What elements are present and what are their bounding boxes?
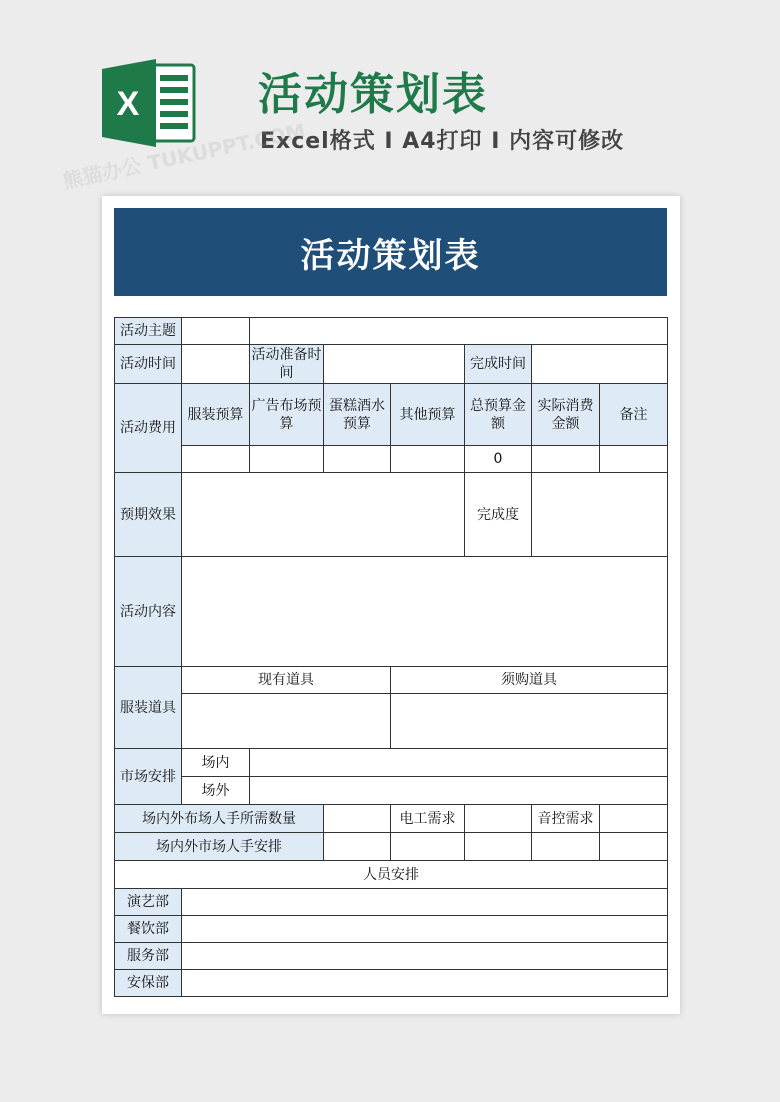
content-label: 活动内容	[115, 557, 182, 667]
table-row	[115, 749, 668, 777]
table-row	[115, 345, 668, 384]
table-row	[115, 384, 668, 446]
cost-header-other: 其他预算	[391, 384, 465, 446]
cost-header-remarks: 备注	[600, 384, 668, 446]
complete-time-label: 完成时间	[465, 345, 532, 384]
prep-time-value-cell[interactable]	[324, 345, 465, 384]
table-row	[115, 805, 668, 833]
cost-header-advertising: 广告布场预算	[250, 384, 324, 446]
cost-label: 活动费用	[115, 384, 182, 473]
venue-inside-label: 场内	[182, 749, 250, 777]
completion-label: 完成度	[465, 473, 532, 557]
venue-outside-label: 场外	[182, 777, 250, 805]
table-row	[115, 943, 668, 970]
remarks-value[interactable]	[600, 446, 668, 473]
complete-time-value-cell[interactable]	[532, 345, 668, 384]
theme-value-cell[interactable]	[250, 318, 668, 345]
cost-header-clothing: 服装预算	[182, 384, 250, 446]
theme-value-cell[interactable]	[182, 318, 250, 345]
form-title-banner: 活动策划表	[114, 208, 667, 296]
table-row	[115, 446, 668, 473]
staff-arrange-value[interactable]	[532, 833, 600, 861]
cost-header-actual: 实际消费金额	[532, 384, 600, 446]
staff-count-value[interactable]	[324, 805, 391, 833]
time-label: 活动时间	[115, 345, 182, 384]
personnel-header: 人员安排	[115, 861, 668, 889]
cost-header-cake-drinks: 蛋糕酒水预算	[324, 384, 391, 446]
document-page	[102, 196, 680, 1014]
plan-table	[114, 317, 668, 997]
needed-props-value[interactable]	[391, 694, 668, 749]
staff-arrange-value[interactable]	[600, 833, 668, 861]
department-label: 服务部	[115, 943, 182, 970]
actual-cost-value[interactable]	[532, 446, 600, 473]
cost-other-value[interactable]	[391, 446, 465, 473]
completion-value-cell[interactable]	[532, 473, 668, 557]
promo-header	[0, 0, 780, 190]
cost-clothing-value[interactable]	[182, 446, 250, 473]
total-budget-value[interactable]: 0	[465, 446, 532, 473]
content-value-cell[interactable]	[182, 557, 668, 667]
venue-inside-value[interactable]	[250, 749, 668, 777]
existing-props-header: 现有道具	[182, 667, 391, 694]
venue-label: 市场安排	[115, 749, 182, 805]
prep-time-label: 活动准备时间	[250, 345, 324, 384]
excel-icon-letter: X	[116, 85, 140, 123]
time-value-cell[interactable]	[182, 345, 250, 384]
venue-outside-value[interactable]	[250, 777, 668, 805]
staff-arrange-label: 场内外市场人手安排	[115, 833, 324, 861]
department-label: 演艺部	[115, 889, 182, 916]
department-value[interactable]	[182, 943, 668, 970]
expected-value-cell[interactable]	[182, 473, 465, 557]
table-row	[115, 833, 668, 861]
electric-label: 电工需求	[391, 805, 465, 833]
table-row	[115, 916, 668, 943]
staff-arrange-value[interactable]	[324, 833, 391, 861]
department-value[interactable]	[182, 970, 668, 997]
department-label: 安保部	[115, 970, 182, 997]
table-row	[115, 694, 668, 749]
cost-cake-drinks-value[interactable]	[324, 446, 391, 473]
excel-icon	[100, 55, 198, 151]
department-value[interactable]	[182, 916, 668, 943]
audio-label: 音控需求	[532, 805, 600, 833]
props-label: 服装道具	[115, 667, 182, 749]
expected-label: 预期效果	[115, 473, 182, 557]
table-row	[115, 473, 668, 557]
table-row	[115, 970, 668, 997]
theme-label: 活动主题	[115, 318, 182, 345]
table-row	[115, 557, 668, 667]
staff-arrange-value[interactable]	[465, 833, 532, 861]
header-subtitle: Excel格式 I A4打印 I 内容可修改	[260, 129, 625, 154]
header-title: 活动策划表	[258, 69, 488, 120]
staff-count-label: 场内外布场人手所需数量	[115, 805, 324, 833]
department-value[interactable]	[182, 889, 668, 916]
cost-header-total: 总预算金额	[465, 384, 532, 446]
watermark: 熊猫办公 TUKUPPT.COM	[60, 118, 308, 194]
staff-arrange-value[interactable]	[391, 833, 465, 861]
table-row	[115, 889, 668, 916]
needed-props-header: 须购道具	[391, 667, 668, 694]
existing-props-value[interactable]	[182, 694, 391, 749]
department-label: 餐饮部	[115, 916, 182, 943]
table-row	[115, 318, 668, 345]
audio-value[interactable]	[600, 805, 668, 833]
table-row	[115, 861, 668, 889]
cost-advertising-value[interactable]	[250, 446, 324, 473]
table-row	[115, 777, 668, 805]
electric-value[interactable]	[465, 805, 532, 833]
table-row	[115, 667, 668, 694]
